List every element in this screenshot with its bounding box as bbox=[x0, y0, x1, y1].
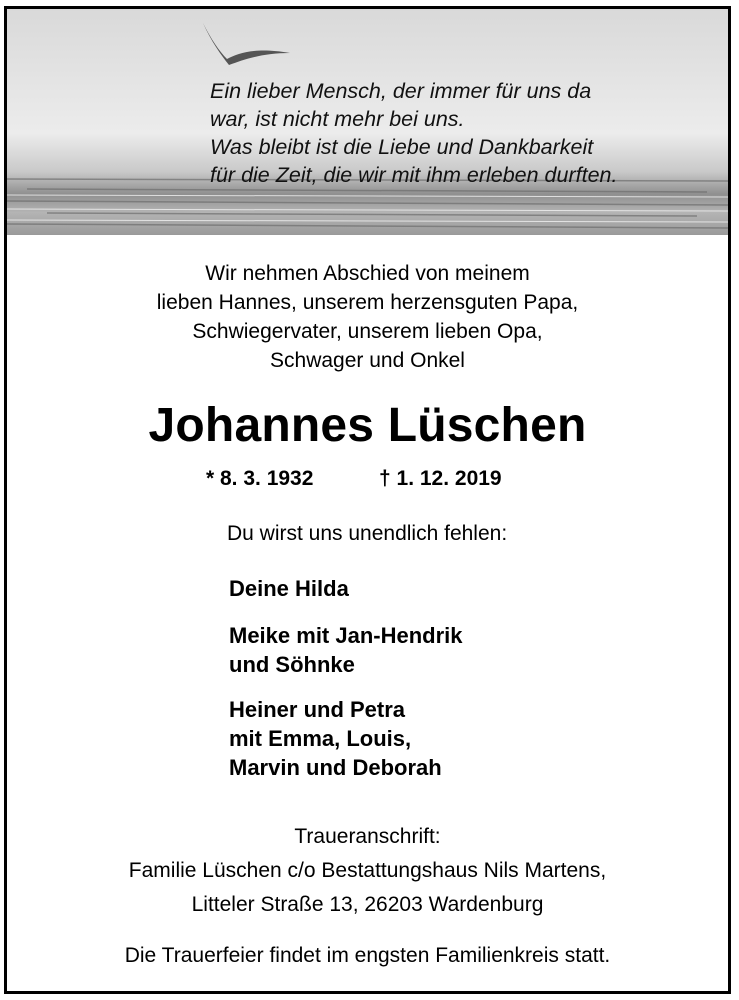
family-line: Deine Hilda bbox=[229, 576, 349, 601]
intro-line: lieben Hannes, unserem herzensguten Papa, bbox=[156, 291, 579, 314]
funeral-note: Die Trauerfeier findet im engsten Familienkreis statt. bbox=[124, 944, 611, 967]
address-line: Litteler Straße 13, 26203 Wardenburg bbox=[191, 893, 544, 916]
intro-line: Wir nehmen Abschied von meinem bbox=[205, 262, 530, 285]
death-date: † 1. 12. 2019 bbox=[379, 467, 502, 490]
address-line: Familie Lüschen c/o Bestattungshaus Nils Martens, bbox=[128, 859, 607, 882]
family-line: Heiner und Petra bbox=[229, 697, 406, 722]
address-line: Traueranschrift: bbox=[294, 825, 441, 848]
poem-line: Ein lieber Mensch, der immer für uns da bbox=[210, 79, 592, 103]
poem-line: war, ist nicht mehr bei uns. bbox=[210, 107, 465, 131]
obituary-frame bbox=[4, 6, 731, 994]
seascape-photo bbox=[7, 9, 728, 235]
intro-line: Schwiegervater, unserem lieben Opa, bbox=[192, 320, 543, 343]
family-line: mit Emma, Louis, bbox=[229, 726, 412, 751]
mourning-address bbox=[7, 820, 728, 922]
birth-date: * 8. 3. 1932 bbox=[206, 467, 314, 490]
family-group-2 bbox=[229, 621, 463, 679]
poem bbox=[210, 77, 720, 189]
family-group-1 bbox=[229, 574, 349, 603]
farewell-intro bbox=[7, 259, 728, 375]
missing-text: Du wirst uns unendlich fehlen: bbox=[227, 522, 508, 545]
family-line: und Söhnke bbox=[229, 652, 355, 677]
family-group-3 bbox=[229, 695, 442, 782]
poem-line: Was bleibt ist die Liebe und Dankbarkeit bbox=[210, 135, 594, 159]
deceased-name: Johannes Lüschen bbox=[148, 399, 587, 452]
intro-line: Schwager und Onkel bbox=[270, 349, 465, 372]
poem-line: für die Zeit, die wir mit ihm erleben durften. bbox=[210, 163, 618, 187]
family-line: Marvin und Deborah bbox=[229, 755, 442, 780]
family-line: Meike mit Jan-Hendrik bbox=[229, 623, 463, 648]
